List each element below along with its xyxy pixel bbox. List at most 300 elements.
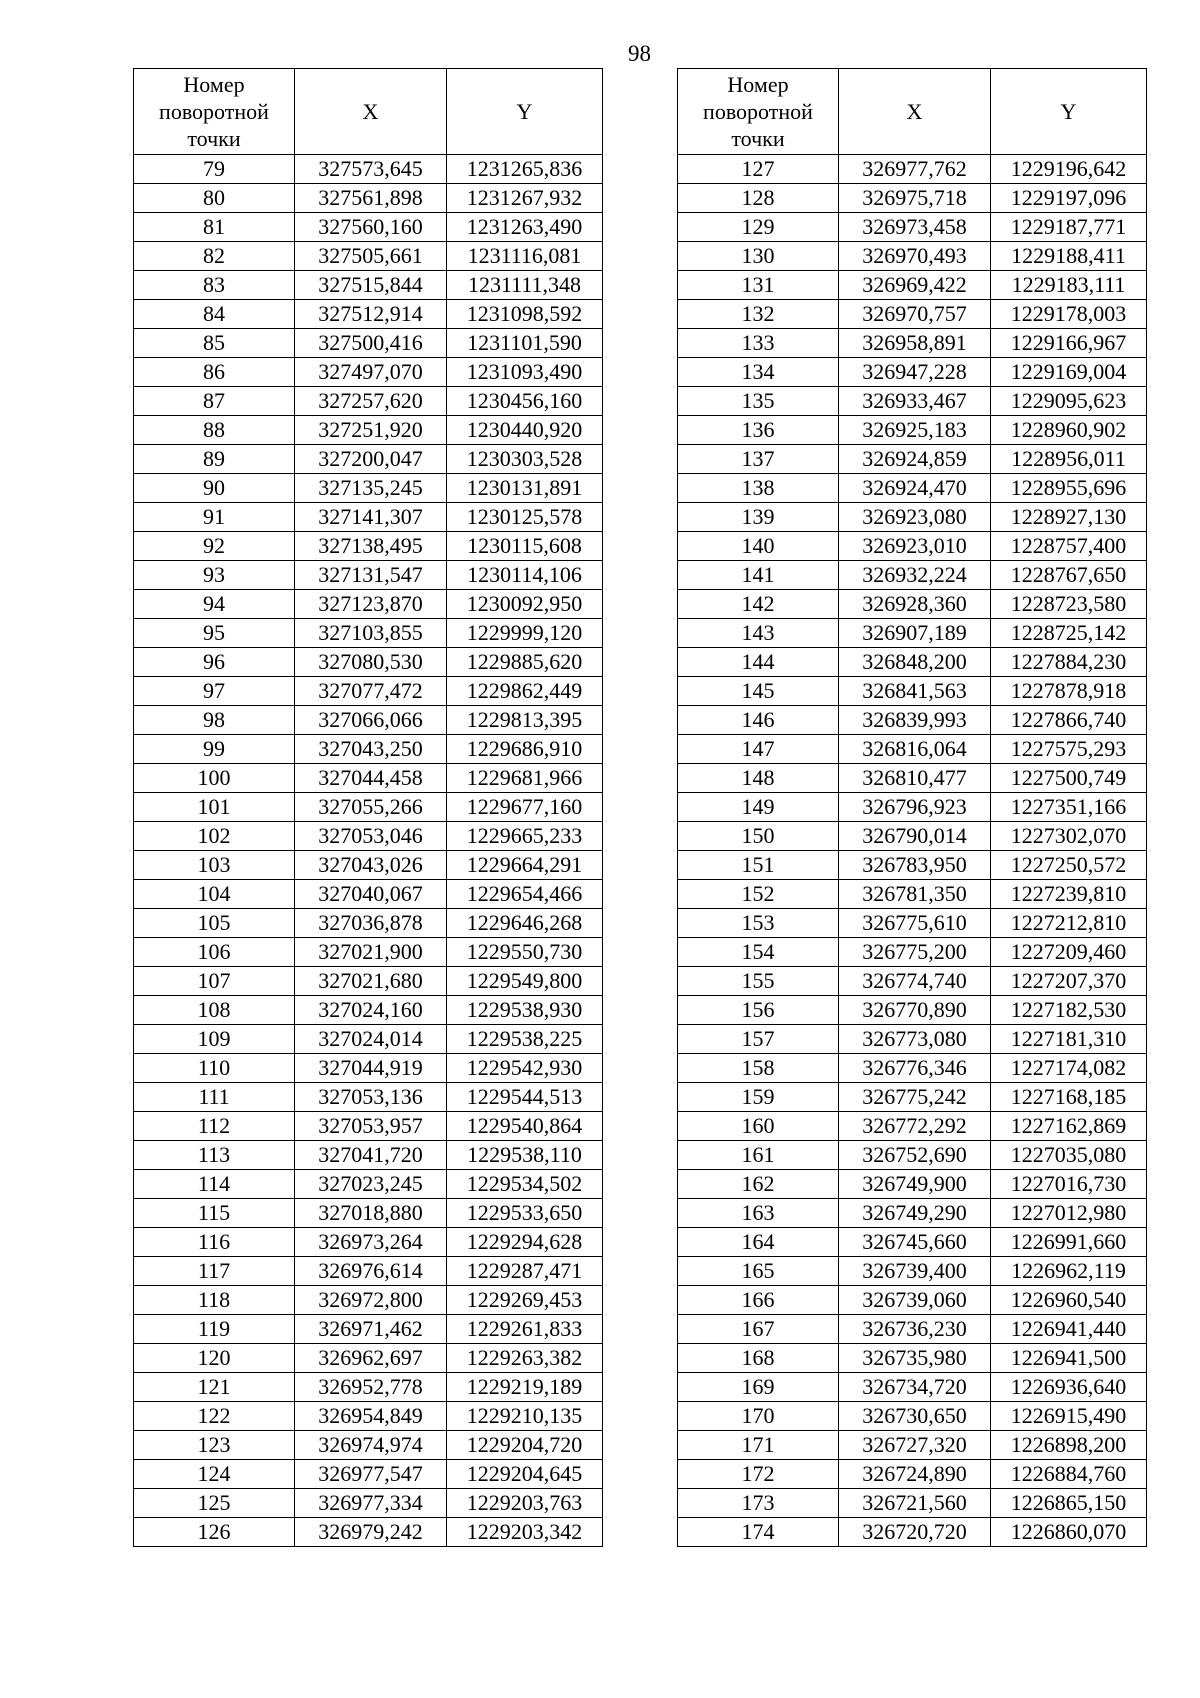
- cell-x: 327561,898: [295, 184, 447, 213]
- cell-x: 326739,060: [839, 1286, 991, 1315]
- cell-x: 326810,477: [839, 764, 991, 793]
- cell-x: 326839,993: [839, 706, 991, 735]
- cell-x: 326790,014: [839, 822, 991, 851]
- header-y: Y: [991, 69, 1147, 155]
- table-row: [134, 880, 603, 909]
- cell-point-number: 117: [134, 1257, 295, 1286]
- table-row: [678, 387, 1147, 416]
- cell-x: 326720,720: [839, 1518, 991, 1547]
- cell-x: 326972,800: [295, 1286, 447, 1315]
- cell-x: 327044,458: [295, 764, 447, 793]
- cell-x: 326979,242: [295, 1518, 447, 1547]
- cell-point-number: 125: [134, 1489, 295, 1518]
- table-row: [678, 1431, 1147, 1460]
- cell-point-number: 126: [134, 1518, 295, 1547]
- cell-x: 326924,859: [839, 445, 991, 474]
- cell-x: 326977,547: [295, 1460, 447, 1489]
- cell-point-number: 138: [678, 474, 839, 503]
- cell-point-number: 102: [134, 822, 295, 851]
- cell-y: 1226960,540: [991, 1286, 1147, 1315]
- table-row: [678, 271, 1147, 300]
- cell-point-number: 168: [678, 1344, 839, 1373]
- cell-x: 326775,610: [839, 909, 991, 938]
- cell-y: 1228725,142: [991, 619, 1147, 648]
- cell-y: 1229210,135: [447, 1402, 603, 1431]
- cell-x: 327497,070: [295, 358, 447, 387]
- cell-y: 1230125,578: [447, 503, 603, 532]
- cell-x: 326724,890: [839, 1460, 991, 1489]
- cell-x: 327053,046: [295, 822, 447, 851]
- cell-y: 1229646,268: [447, 909, 603, 938]
- table-row: [678, 561, 1147, 590]
- cell-point-number: 136: [678, 416, 839, 445]
- table-row: [134, 532, 603, 561]
- table-row: [134, 938, 603, 967]
- cell-x: 326924,470: [839, 474, 991, 503]
- cell-point-number: 108: [134, 996, 295, 1025]
- cell-point-number: 130: [678, 242, 839, 271]
- table-row: [678, 358, 1147, 387]
- table-row: [134, 271, 603, 300]
- cell-point-number: 83: [134, 271, 295, 300]
- table-row: [134, 1315, 603, 1344]
- cell-x: 327515,844: [295, 271, 447, 300]
- cell-x: 326774,740: [839, 967, 991, 996]
- cell-point-number: 135: [678, 387, 839, 416]
- cell-point-number: 87: [134, 387, 295, 416]
- cell-y: 1228960,902: [991, 416, 1147, 445]
- table-row: [678, 677, 1147, 706]
- cell-y: 1229269,453: [447, 1286, 603, 1315]
- cell-y: 1227302,070: [991, 822, 1147, 851]
- table-row: [678, 329, 1147, 358]
- cell-x: 326969,422: [839, 271, 991, 300]
- cell-y: 1227162,869: [991, 1112, 1147, 1141]
- cell-point-number: 99: [134, 735, 295, 764]
- cell-point-number: 169: [678, 1373, 839, 1402]
- cell-x: 326772,292: [839, 1112, 991, 1141]
- cell-point-number: 148: [678, 764, 839, 793]
- cell-x: 326775,200: [839, 938, 991, 967]
- page-number: [0, 41, 1200, 67]
- cell-point-number: 84: [134, 300, 295, 329]
- cell-y: 1227878,918: [991, 677, 1147, 706]
- cell-point-number: 128: [678, 184, 839, 213]
- cell-y: 1229204,720: [447, 1431, 603, 1460]
- cell-x: 326947,228: [839, 358, 991, 387]
- cell-x: 326727,320: [839, 1431, 991, 1460]
- cell-y: 1229187,771: [991, 213, 1147, 242]
- cell-point-number: 115: [134, 1199, 295, 1228]
- cell-x: 327573,645: [295, 155, 447, 184]
- table-row: [134, 909, 603, 938]
- cell-point-number: 91: [134, 503, 295, 532]
- table-row: [134, 1199, 603, 1228]
- cell-x: 327066,066: [295, 706, 447, 735]
- table-row: [678, 300, 1147, 329]
- cell-y: 1230131,891: [447, 474, 603, 503]
- cell-y: 1227182,530: [991, 996, 1147, 1025]
- table-row: [134, 329, 603, 358]
- cell-point-number: 159: [678, 1083, 839, 1112]
- cell-x: 326976,614: [295, 1257, 447, 1286]
- table-row: [134, 590, 603, 619]
- cell-x: 326749,900: [839, 1170, 991, 1199]
- cell-point-number: 92: [134, 532, 295, 561]
- cell-x: 327141,307: [295, 503, 447, 532]
- cell-point-number: 137: [678, 445, 839, 474]
- table-row: [678, 1257, 1147, 1286]
- cell-x: 327500,416: [295, 329, 447, 358]
- cell-point-number: 164: [678, 1228, 839, 1257]
- cell-y: 1227174,082: [991, 1054, 1147, 1083]
- cell-point-number: 157: [678, 1025, 839, 1054]
- table-row: [678, 1373, 1147, 1402]
- table-row: [678, 764, 1147, 793]
- header-point-number: Номер поворотной точки: [134, 69, 295, 155]
- cell-x: 327021,680: [295, 967, 447, 996]
- page-number-text: 98: [628, 41, 651, 66]
- table-row: [678, 996, 1147, 1025]
- table-row: [678, 590, 1147, 619]
- cell-x: 326735,980: [839, 1344, 991, 1373]
- cell-y: 1230092,950: [447, 590, 603, 619]
- cell-y: 1228927,130: [991, 503, 1147, 532]
- cell-y: 1228956,011: [991, 445, 1147, 474]
- table-row: [134, 387, 603, 416]
- table-row: [134, 1257, 603, 1286]
- coordinates-table-right: [677, 68, 1147, 1547]
- cell-point-number: 120: [134, 1344, 295, 1373]
- cell-x: 327040,067: [295, 880, 447, 909]
- cell-point-number: 101: [134, 793, 295, 822]
- cell-point-number: 172: [678, 1460, 839, 1489]
- cell-x: 327257,620: [295, 387, 447, 416]
- table-row: [134, 1083, 603, 1112]
- table-row: [134, 1025, 603, 1054]
- table-row: [134, 1431, 603, 1460]
- cell-x: 326749,290: [839, 1199, 991, 1228]
- table-row: [678, 706, 1147, 735]
- cell-point-number: 94: [134, 590, 295, 619]
- cell-point-number: 112: [134, 1112, 295, 1141]
- table-row: [678, 909, 1147, 938]
- cell-point-number: 113: [134, 1141, 295, 1170]
- cell-y: 1229183,111: [991, 271, 1147, 300]
- table-row: [134, 1112, 603, 1141]
- cell-point-number: 79: [134, 155, 295, 184]
- cell-y: 1229544,513: [447, 1083, 603, 1112]
- table-row: [134, 416, 603, 445]
- cell-point-number: 151: [678, 851, 839, 880]
- cell-point-number: 106: [134, 938, 295, 967]
- cell-y: 1230115,608: [447, 532, 603, 561]
- cell-y: 1230114,106: [447, 561, 603, 590]
- cell-point-number: 121: [134, 1373, 295, 1402]
- cell-y: 1229534,502: [447, 1170, 603, 1199]
- table-row: [134, 1460, 603, 1489]
- cell-y: 1227866,740: [991, 706, 1147, 735]
- cell-x: 326781,350: [839, 880, 991, 909]
- table-row: [678, 184, 1147, 213]
- header-x: X: [839, 69, 991, 155]
- cell-y: 1229261,833: [447, 1315, 603, 1344]
- cell-x: 326975,718: [839, 184, 991, 213]
- table-row: [678, 1344, 1147, 1373]
- cell-y: 1227181,310: [991, 1025, 1147, 1054]
- cell-point-number: 147: [678, 735, 839, 764]
- cell-point-number: 97: [134, 677, 295, 706]
- cell-point-number: 124: [134, 1460, 295, 1489]
- cell-point-number: 145: [678, 677, 839, 706]
- table-row: [134, 996, 603, 1025]
- cell-y: 1230456,160: [447, 387, 603, 416]
- cell-point-number: 89: [134, 445, 295, 474]
- cell-x: 327018,880: [295, 1199, 447, 1228]
- cell-y: 1231111,348: [447, 271, 603, 300]
- table-row: [678, 1315, 1147, 1344]
- table-row: [134, 474, 603, 503]
- table-row: [678, 1199, 1147, 1228]
- table-row: [678, 1228, 1147, 1257]
- cell-x: 327041,720: [295, 1141, 447, 1170]
- table-row: [678, 1489, 1147, 1518]
- cell-point-number: 80: [134, 184, 295, 213]
- table-row: [678, 1402, 1147, 1431]
- cell-point-number: 98: [134, 706, 295, 735]
- cell-y: 1229533,650: [447, 1199, 603, 1228]
- cell-x: 327251,920: [295, 416, 447, 445]
- cell-point-number: 93: [134, 561, 295, 590]
- cell-point-number: 134: [678, 358, 839, 387]
- cell-y: 1227250,572: [991, 851, 1147, 880]
- cell-x: 327053,957: [295, 1112, 447, 1141]
- cell-x: 326954,849: [295, 1402, 447, 1431]
- cell-x: 326962,697: [295, 1344, 447, 1373]
- cell-y: 1226898,200: [991, 1431, 1147, 1460]
- cell-point-number: 158: [678, 1054, 839, 1083]
- table-row: [134, 1402, 603, 1431]
- cell-y: 1229665,233: [447, 822, 603, 851]
- cell-x: 326848,200: [839, 648, 991, 677]
- table-row: [678, 1112, 1147, 1141]
- cell-point-number: 143: [678, 619, 839, 648]
- cell-x: 327053,136: [295, 1083, 447, 1112]
- cell-point-number: 139: [678, 503, 839, 532]
- cell-x: 327512,914: [295, 300, 447, 329]
- cell-x: 326933,467: [839, 387, 991, 416]
- cell-point-number: 90: [134, 474, 295, 503]
- cell-x: 326770,890: [839, 996, 991, 1025]
- cell-y: 1227207,370: [991, 967, 1147, 996]
- cell-y: 1228955,696: [991, 474, 1147, 503]
- cell-y: 1226860,070: [991, 1518, 1147, 1547]
- table-row: [134, 822, 603, 851]
- cell-y: 1229538,110: [447, 1141, 603, 1170]
- cell-x: 326952,778: [295, 1373, 447, 1402]
- cell-x: 327080,530: [295, 648, 447, 677]
- table-row: [134, 561, 603, 590]
- cell-y: 1230303,528: [447, 445, 603, 474]
- cell-point-number: 160: [678, 1112, 839, 1141]
- cell-x: 326932,224: [839, 561, 991, 590]
- table-row: [678, 851, 1147, 880]
- cell-x: 327044,919: [295, 1054, 447, 1083]
- cell-x: 327043,026: [295, 851, 447, 880]
- table-row: [678, 1286, 1147, 1315]
- table-row: [134, 1170, 603, 1199]
- cell-x: 326970,493: [839, 242, 991, 271]
- cell-y: 1231098,592: [447, 300, 603, 329]
- cell-point-number: 116: [134, 1228, 295, 1257]
- cell-x: 326958,891: [839, 329, 991, 358]
- cell-point-number: 155: [678, 967, 839, 996]
- cell-y: 1229095,623: [991, 387, 1147, 416]
- cell-y: 1229188,411: [991, 242, 1147, 271]
- cell-point-number: 104: [134, 880, 295, 909]
- cell-point-number: 146: [678, 706, 839, 735]
- cell-point-number: 119: [134, 1315, 295, 1344]
- cell-x: 327135,245: [295, 474, 447, 503]
- cell-x: 327103,855: [295, 619, 447, 648]
- table-row: [678, 445, 1147, 474]
- table-row: [678, 967, 1147, 996]
- cell-x: 327505,661: [295, 242, 447, 271]
- cell-point-number: 95: [134, 619, 295, 648]
- cell-x: 327123,870: [295, 590, 447, 619]
- table-row: [678, 822, 1147, 851]
- cell-x: 326923,080: [839, 503, 991, 532]
- cell-x: 327077,472: [295, 677, 447, 706]
- table-row: [678, 213, 1147, 242]
- cell-x: 326923,010: [839, 532, 991, 561]
- table-row: [134, 1054, 603, 1083]
- cell-point-number: 96: [134, 648, 295, 677]
- table-row: [134, 300, 603, 329]
- cell-y: 1227212,810: [991, 909, 1147, 938]
- table-row: [678, 793, 1147, 822]
- cell-y: 1227575,293: [991, 735, 1147, 764]
- table-row: [134, 967, 603, 996]
- table-row: [678, 474, 1147, 503]
- cell-point-number: 167: [678, 1315, 839, 1344]
- cell-point-number: 142: [678, 590, 839, 619]
- table-row: [678, 1025, 1147, 1054]
- cell-y: 1227016,730: [991, 1170, 1147, 1199]
- header-x: X: [295, 69, 447, 155]
- cell-point-number: 127: [678, 155, 839, 184]
- table-row: [134, 764, 603, 793]
- cell-point-number: 132: [678, 300, 839, 329]
- cell-x: 326816,064: [839, 735, 991, 764]
- cell-y: 1229203,342: [447, 1518, 603, 1547]
- table-row: [678, 1083, 1147, 1112]
- cell-y: 1231101,590: [447, 329, 603, 358]
- cell-point-number: 85: [134, 329, 295, 358]
- cell-x: 327023,245: [295, 1170, 447, 1199]
- cell-x: 326974,974: [295, 1431, 447, 1460]
- cell-y: 1227500,749: [991, 764, 1147, 793]
- cell-point-number: 111: [134, 1083, 295, 1112]
- cell-y: 1229538,225: [447, 1025, 603, 1054]
- cell-point-number: 129: [678, 213, 839, 242]
- cell-point-number: 154: [678, 938, 839, 967]
- cell-x: 326752,690: [839, 1141, 991, 1170]
- cell-point-number: 107: [134, 967, 295, 996]
- cell-y: 1231093,490: [447, 358, 603, 387]
- cell-x: 326973,264: [295, 1228, 447, 1257]
- table-row: [134, 213, 603, 242]
- cell-point-number: 133: [678, 329, 839, 358]
- cell-point-number: 123: [134, 1431, 295, 1460]
- table-row: [134, 793, 603, 822]
- cell-y: 1227035,080: [991, 1141, 1147, 1170]
- table-row: [134, 1489, 603, 1518]
- table-row: [134, 1373, 603, 1402]
- table-row: [134, 1344, 603, 1373]
- table-row: [134, 445, 603, 474]
- cell-y: 1229862,449: [447, 677, 603, 706]
- cell-y: 1227884,230: [991, 648, 1147, 677]
- cell-x: 327138,495: [295, 532, 447, 561]
- cell-point-number: 105: [134, 909, 295, 938]
- cell-point-number: 144: [678, 648, 839, 677]
- cell-x: 327021,900: [295, 938, 447, 967]
- table-row: [134, 242, 603, 271]
- cell-point-number: 161: [678, 1141, 839, 1170]
- table-row: [134, 184, 603, 213]
- cell-y: 1227012,980: [991, 1199, 1147, 1228]
- cell-y: 1226941,500: [991, 1344, 1147, 1373]
- cell-y: 1229550,730: [447, 938, 603, 967]
- cell-y: 1229664,291: [447, 851, 603, 880]
- cell-point-number: 166: [678, 1286, 839, 1315]
- cell-y: 1229166,967: [991, 329, 1147, 358]
- cell-point-number: 162: [678, 1170, 839, 1199]
- table-row: [678, 1518, 1147, 1547]
- cell-x: 326973,458: [839, 213, 991, 242]
- table-row: [134, 851, 603, 880]
- cell-y: 1229203,763: [447, 1489, 603, 1518]
- cell-y: 1228767,650: [991, 561, 1147, 590]
- cell-y: 1230440,920: [447, 416, 603, 445]
- table-row: [134, 1518, 603, 1547]
- cell-y: 1229538,930: [447, 996, 603, 1025]
- cell-point-number: 103: [134, 851, 295, 880]
- cell-x: 326734,720: [839, 1373, 991, 1402]
- cell-point-number: 86: [134, 358, 295, 387]
- cell-y: 1229263,382: [447, 1344, 603, 1373]
- cell-point-number: 131: [678, 271, 839, 300]
- cell-y: 1226884,760: [991, 1460, 1147, 1489]
- cell-x: 326776,346: [839, 1054, 991, 1083]
- table-row: [678, 938, 1147, 967]
- cell-y: 1227239,810: [991, 880, 1147, 909]
- cell-x: 327200,047: [295, 445, 447, 474]
- cell-y: 1226941,440: [991, 1315, 1147, 1344]
- table-row: [678, 1460, 1147, 1489]
- cell-point-number: 152: [678, 880, 839, 909]
- table-row: [678, 735, 1147, 764]
- cell-point-number: 109: [134, 1025, 295, 1054]
- table-row: [134, 1286, 603, 1315]
- cell-x: 326841,563: [839, 677, 991, 706]
- cell-point-number: 140: [678, 532, 839, 561]
- cell-x: 327043,250: [295, 735, 447, 764]
- header-y: Y: [447, 69, 603, 155]
- cell-x: 326977,762: [839, 155, 991, 184]
- table-row: [134, 503, 603, 532]
